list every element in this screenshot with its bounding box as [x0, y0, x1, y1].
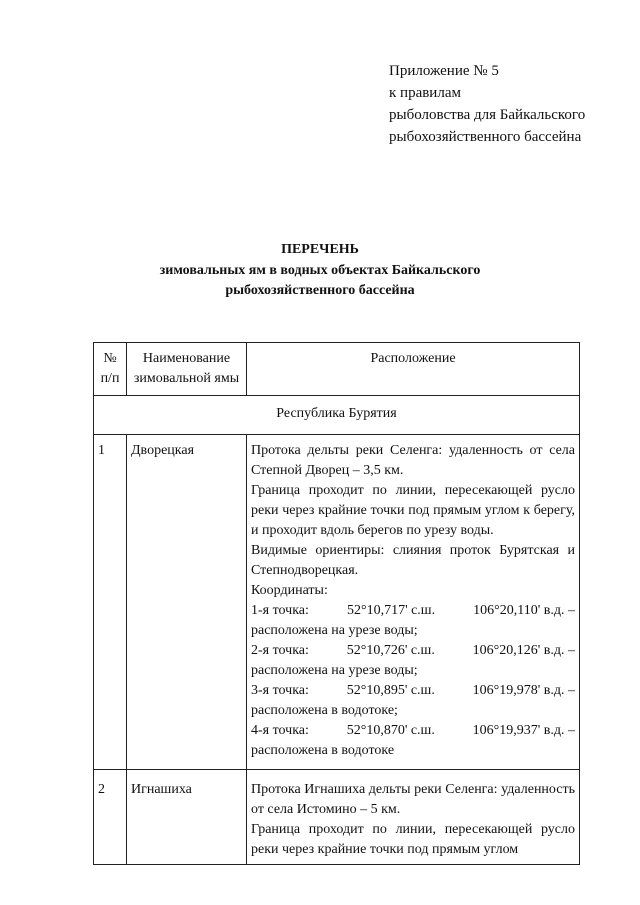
title-heading: ПЕРЕЧЕНЬ	[281, 242, 359, 257]
appendix-line: рыболовства для Байкальского	[389, 107, 586, 123]
region-label: Республика Бурятия	[94, 396, 580, 435]
appendix-note	[389, 60, 585, 148]
location-description: Протока дельты реки Селенга: удаленность от села Степной Дворец – 3,5 км.	[251, 443, 575, 478]
coordinates-label: Координаты:	[251, 583, 328, 598]
row-number: 1	[94, 435, 127, 770]
location-boundary: Граница проходит по линии, пересекающей русло реки через крайние точки под прямым углом	[251, 822, 575, 857]
header-number: № п/п	[94, 343, 127, 396]
row-number: 2	[94, 770, 127, 865]
coordinate-point: 2-я точка: 52°10,726' с.ш. 106°20,126' в.д. – расположена на урезе воды;	[251, 643, 575, 678]
table-row	[94, 770, 580, 865]
row-location	[247, 435, 580, 770]
row-location	[247, 770, 580, 865]
title-line: рыбохозяйственного бассейна	[225, 283, 415, 298]
appendix-line: к правилам	[389, 85, 461, 101]
location-landmarks: Видимые ориентиры: слияния проток Бурятская и Степнодворецкая.	[251, 543, 575, 578]
appendix-line: Приложение № 5	[389, 63, 499, 79]
coordinate-point: 4-я точка: 52°10,870' с.ш. 106°19,937' в.д. – расположена в водотоке	[251, 723, 575, 758]
document-title	[0, 240, 640, 302]
row-name: Дворецкая	[127, 435, 247, 770]
table-header-row	[94, 343, 580, 396]
coordinate-point: 3-я точка: 52°10,895' с.ш. 106°19,978' в.д. – расположена в водотоке;	[251, 683, 575, 718]
coordinate-point: 1-я точка: 52°10,717' с.ш. 106°20,110' в.д. – расположена на урезе воды;	[251, 603, 575, 638]
region-row	[94, 396, 580, 435]
title-line: зимовальных ям в водных объектах Байкальского	[159, 262, 481, 278]
header-location: Расположение	[247, 343, 580, 396]
row-name: Игнашиха	[127, 770, 247, 865]
header-name: Наименование зимовальной ямы	[127, 343, 247, 396]
location-boundary: Граница проходит по линии, пересекающей русло реки через крайние точки под прямым углом к берегу, и проходит вдоль берегов по урезу воды.	[251, 483, 575, 538]
pits-table	[93, 342, 580, 865]
table-row	[94, 435, 580, 770]
location-description: Протока Игнашиха дельты реки Селенга: удаленность от села Истомино – 5 км.	[251, 782, 575, 817]
appendix-line: рыбохозяйственного бассейна	[389, 129, 582, 145]
